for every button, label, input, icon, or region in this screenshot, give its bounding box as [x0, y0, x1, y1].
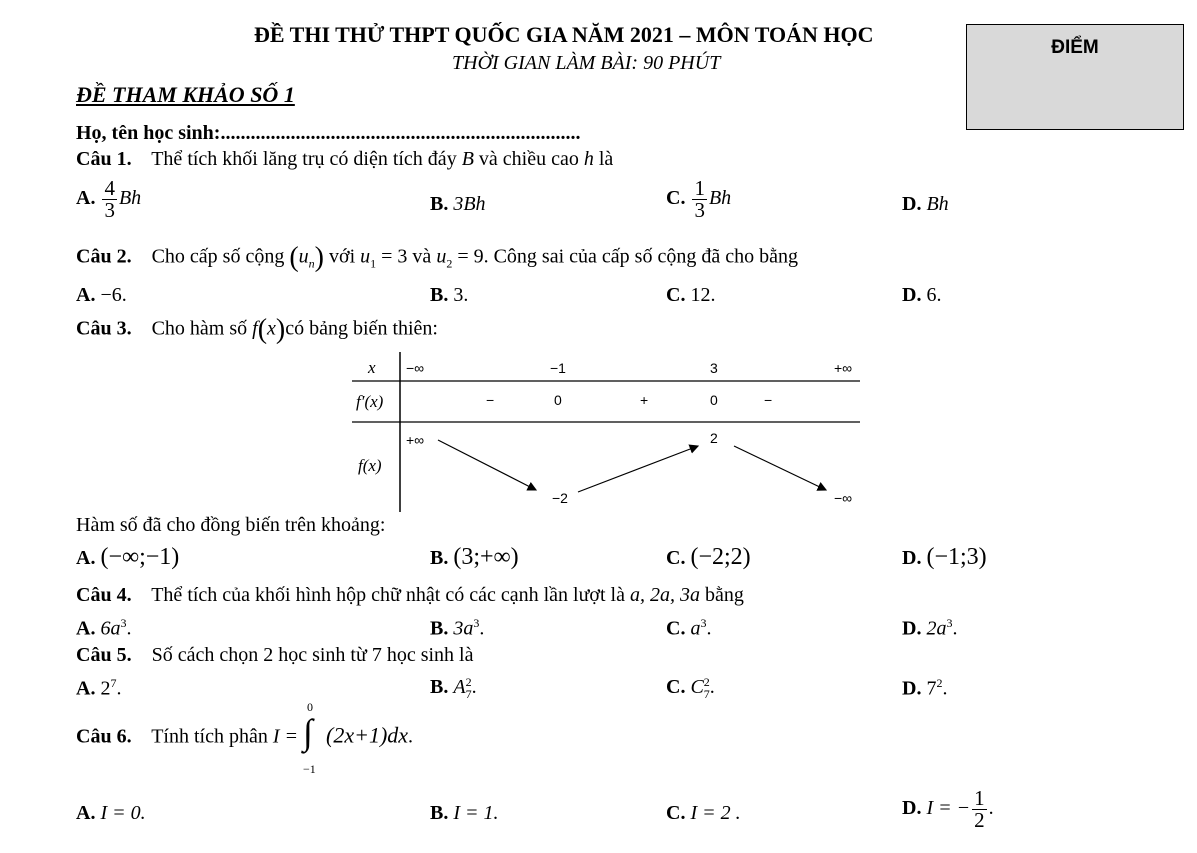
question-5 [76, 644, 473, 667]
option-a [76, 544, 179, 571]
option-value: 3Bh [453, 193, 486, 215]
option-value: 2a [926, 617, 947, 640]
option-value: (−2;2) [690, 544, 751, 570]
option-label: C. [666, 547, 686, 569]
question-text: bằng [699, 584, 744, 606]
question-text: Số cách chọn 2 học sinh từ 7 học sinh là [151, 644, 474, 666]
option-b [430, 616, 484, 641]
question-text: Tính tích phân [151, 725, 268, 748]
option-value: (−1;3) [926, 544, 987, 570]
question-text: và chiều cao [473, 148, 584, 170]
option-label: A. [76, 187, 96, 210]
denominator: 3 [104, 198, 115, 222]
option-c [666, 676, 715, 700]
question-6 [76, 700, 414, 776]
option-value: Bh [708, 187, 732, 210]
exponent: 2 [936, 676, 943, 690]
question-label: Câu 4. [76, 584, 132, 606]
fraction [102, 178, 117, 221]
numerator: 1 [694, 176, 705, 200]
option-c [666, 802, 741, 825]
option-value: Bh [926, 193, 949, 215]
option-d [902, 284, 941, 307]
superscript: 2 [465, 675, 472, 690]
option-value: Bh [118, 187, 142, 210]
option-value: A [453, 676, 466, 698]
math-sub: 1 [370, 256, 377, 271]
integral-lower: −1 [303, 762, 316, 776]
option-label: B. [430, 547, 449, 569]
exponent: 3 [120, 616, 127, 630]
option-label: D. [902, 617, 922, 640]
math-var: u [360, 245, 371, 268]
math-var: h [583, 148, 594, 170]
punct: . [471, 676, 477, 698]
option-label: C. [666, 676, 686, 698]
punct: . [408, 725, 414, 748]
f-value: +∞ [406, 432, 425, 448]
option-c [666, 544, 751, 571]
question-label: Câu 5. [76, 644, 132, 666]
option-value: 7 [926, 677, 937, 700]
option-label: C. [666, 617, 686, 640]
option-d [902, 788, 994, 831]
math-value: = 3 [376, 245, 408, 268]
option-value: (−∞;−1) [100, 544, 180, 570]
question-text: có bảng biến thiên: [285, 317, 438, 340]
punct: . [709, 676, 715, 698]
option-value: I = − [926, 797, 971, 820]
option-label: B. [430, 802, 449, 824]
question-text: Thể tích khối lăng trụ có diện tích đáy [151, 148, 462, 170]
fprime-sign: + [640, 392, 649, 408]
exam-duration: THỜI GIAN LÀM BÀI: 90 PHÚT [452, 52, 721, 74]
question-text: Thể tích của khối hình hộp chữ nhật có các cạnh lần lượt là [151, 584, 630, 606]
option-value: −6. [100, 284, 127, 306]
option-a [76, 284, 127, 307]
math-sub: n [308, 256, 315, 271]
option-label: D. [902, 797, 922, 820]
superscript: 2 [703, 675, 710, 690]
x-value: +∞ [834, 360, 853, 376]
option-label: C. [666, 187, 686, 210]
option-value: C [690, 676, 704, 698]
question-text: Cho hàm số [151, 317, 248, 340]
punct: . [706, 617, 712, 640]
option-label: D. [902, 677, 922, 700]
option-value: a [690, 617, 701, 640]
option-c [666, 616, 711, 641]
fprime-sign: − [764, 392, 773, 408]
integrand: (2x+1)dx [326, 722, 409, 748]
option-c [666, 178, 731, 221]
fprime-zero: 0 [710, 392, 718, 408]
x-value: −1 [550, 360, 566, 376]
option-label: A. [76, 284, 96, 306]
question-1 [76, 148, 613, 171]
option-b [430, 544, 519, 571]
option-b [430, 676, 477, 700]
math-sub: 2 [446, 256, 453, 271]
fraction [972, 788, 987, 831]
option-b [430, 284, 468, 307]
exponent: 3 [946, 616, 953, 630]
option-value: I = 2 . [690, 802, 741, 824]
option-label: A. [76, 802, 96, 824]
option-d [902, 676, 947, 701]
option-b [430, 193, 486, 216]
punct: . [479, 617, 485, 640]
question-2: Câu 2. Cho cấp số cộng $(u_n)$ với $u_1 = 3$ và $u_2 = 9$. Công sai của cấp số cộng đã cho bằng [76, 242, 798, 273]
subscript: 7 [703, 687, 710, 702]
question-text: với [329, 245, 356, 268]
option-d [902, 616, 957, 641]
option-a [76, 676, 121, 701]
variation-table-lines [352, 352, 860, 512]
option-d [902, 544, 987, 571]
x-value: −∞ [406, 360, 425, 376]
denominator: 3 [694, 198, 705, 222]
exponent: 7 [110, 676, 117, 690]
exponent: 3 [473, 616, 480, 630]
option-a [76, 802, 146, 825]
arrow-increasing [578, 446, 698, 492]
option-a [76, 616, 131, 641]
f-value: 2 [710, 430, 718, 446]
integral-upper: 0 [307, 700, 314, 714]
option-label: B. [430, 617, 449, 640]
option-value: I = 1. [453, 802, 499, 824]
option-label: D. [902, 547, 922, 569]
question-label: Câu 6. [76, 725, 132, 748]
option-b [430, 802, 499, 825]
option-label: B. [430, 676, 449, 698]
fprime-zero: 0 [554, 392, 562, 408]
option-a [76, 178, 141, 221]
fprime-label: f′(x) [356, 392, 384, 411]
question-text: Cho cấp số cộng [151, 245, 285, 268]
variation-table [352, 352, 860, 512]
math-var: B [461, 148, 474, 170]
math-value: = 9. [452, 245, 489, 268]
question-3-prompt: Hàm số đã cho đồng biến trên khoảng: [76, 514, 386, 536]
question-4 [76, 584, 744, 607]
question-text: là [593, 148, 614, 170]
math-var: x [267, 317, 276, 340]
math-lhs: I = [272, 725, 299, 748]
x-value: 3 [710, 360, 718, 376]
option-label: A. [76, 547, 96, 569]
question-label: Câu 1. [76, 148, 132, 170]
x-label: x [368, 358, 376, 377]
option-value: 2 [100, 677, 111, 700]
option-label: C. [666, 802, 686, 824]
option-value: 3. [453, 284, 469, 306]
option-label: B. [430, 284, 449, 306]
f-label: f(x) [358, 456, 382, 475]
math-var: f [252, 317, 258, 340]
question-3: Câu 3. Cho hàm số f(x)có bảng biến thiên: [76, 314, 438, 345]
exam-reference: ĐỀ THAM KHẢO SỐ 1 [76, 82, 295, 107]
punct: . [942, 677, 948, 700]
exponent: 3 [700, 616, 707, 630]
f-value: −∞ [834, 490, 853, 506]
math-var: a, 2a, 3a [629, 584, 700, 606]
integral-sign: ∫ 0 −1 [303, 700, 316, 776]
option-value: I = 0. [100, 802, 146, 824]
math-var: u [298, 245, 309, 268]
question-label: Câu 3. [76, 317, 132, 340]
numerator: 1 [974, 786, 985, 810]
arrow-decreasing [734, 446, 826, 490]
denominator: 2 [974, 808, 985, 832]
student-name-field: Họ, tên học sinh:........................................................................ [76, 122, 581, 144]
question-text: Công sai của cấp số cộng đã cho bằng [493, 245, 798, 268]
option-label: D. [902, 284, 922, 306]
option-value: 6. [926, 284, 942, 306]
exam-title: ĐỀ THI THỬ THPT QUỐC GIA NĂM 2021 – MÔN TOÁN HỌC [254, 22, 874, 47]
numerator: 4 [104, 176, 115, 200]
punct: . [116, 677, 122, 700]
punct: . [952, 617, 958, 640]
option-label: A. [76, 677, 96, 700]
math-var: u [436, 245, 447, 268]
option-label: D. [902, 193, 922, 215]
question-text: và [412, 245, 432, 268]
option-value: 6a [100, 617, 121, 640]
arrow-decreasing [438, 440, 536, 490]
option-label: C. [666, 284, 686, 306]
option-d [902, 193, 949, 216]
score-label: ĐIỂM [1051, 37, 1099, 58]
option-value: (3;+∞) [453, 544, 519, 570]
option-value: 3a [453, 617, 474, 640]
subscript: 7 [465, 687, 472, 702]
f-value: −2 [552, 490, 568, 506]
score-box [966, 24, 1184, 130]
fraction [692, 178, 707, 221]
option-c [666, 284, 715, 307]
question-label: Câu 2. [76, 245, 132, 268]
option-label: B. [430, 193, 449, 215]
punct: . [988, 797, 994, 820]
option-label: A. [76, 617, 96, 640]
punct: . [126, 617, 132, 640]
fprime-sign: − [486, 392, 495, 408]
option-value: 12. [690, 284, 716, 306]
